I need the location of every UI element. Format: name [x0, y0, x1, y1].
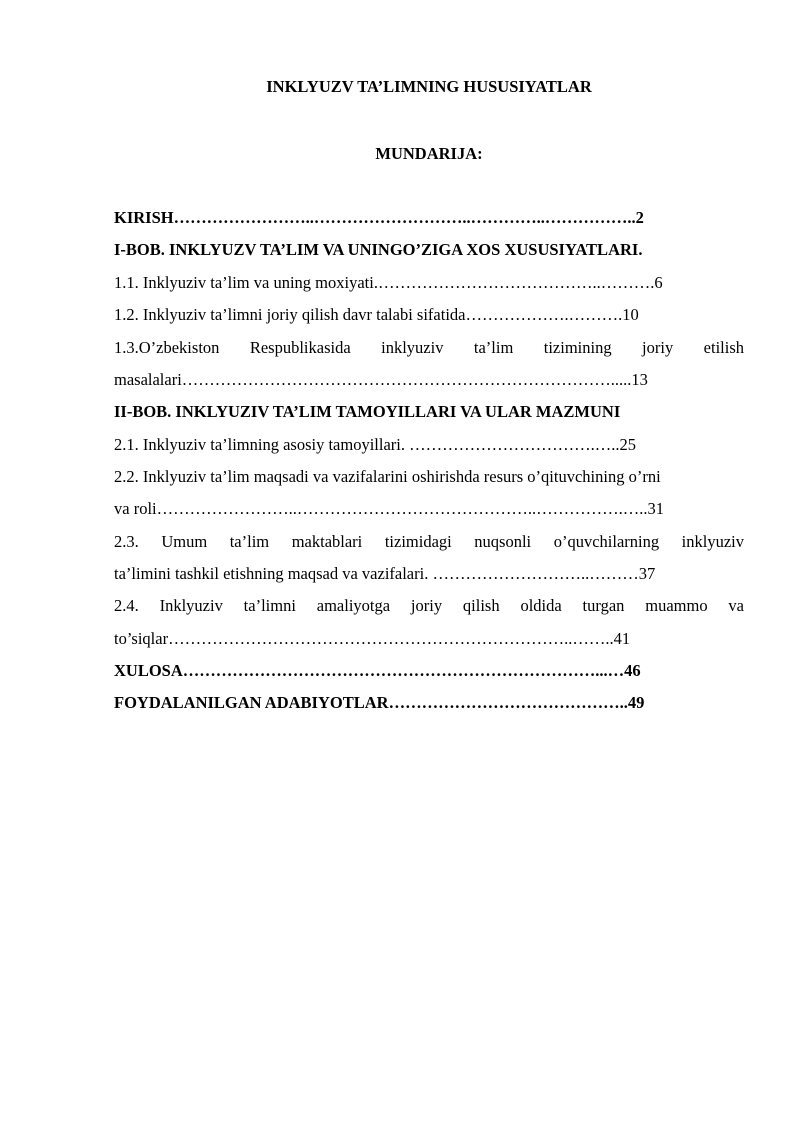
toc-entry-1-3-cont: masalalari…………………………………………………………………….....13: [114, 370, 648, 389]
toc-entry-1-2: 1.2. Inklyuziv ta’limni joriy qilish davr talabi sifatida……………….……….10: [114, 305, 639, 324]
toc-entry-1-3: 1.3.O’zbekiston Respublikasida inklyuziv ta’lim tizimining joriy etilish: [114, 338, 744, 357]
toc-chapter-1: I-BOB. INKLYUZV TA’LIM VA UNINGO’ZIGA XOS XUSUSIYATLARI.: [114, 240, 643, 259]
toc-entry-2-4-cont: to’siqlar………………………………………………………………..……..41: [114, 629, 631, 648]
toc-entry-2-3: 2.3. Umum ta’lim maktablari tizimidagi nuqsonli o’quvchilarning inklyuziv: [114, 532, 744, 551]
toc-entry-2-1: 2.1. Inklyuziv ta’limning asosiy tamoyillari. …………………………….…..25: [114, 435, 636, 454]
toc-entry-kirish: KIRISH……………………..………………………..…………..……………..2: [114, 208, 644, 227]
toc-entry-2-4: 2.4. Inklyuziv ta’limni amaliyotga joriy qilish oldida turgan muammo va: [114, 596, 744, 615]
toc-entry-2-3-cont: ta’limini tashkil etishning maqsad va vazifalari. ………………………..………37: [114, 564, 656, 583]
document-title: INKLYUZV TA’LIMNING HUSUSIYATLAR: [266, 77, 592, 96]
toc-entry-adabiyotlar: FOYDALANILGAN ADABIYOTLAR……………………………………..49: [114, 693, 645, 712]
toc-entry-xulosa: XULOSA…………………………………………………………………...…46: [114, 661, 641, 680]
toc-chapter-2: II-BOB. INKLYUZIV TA’LIM TAMOYILLARI VA ULAR MAZMUNI: [114, 402, 621, 421]
toc-heading: MUNDARIJA:: [375, 144, 483, 163]
toc-entry-1-1: 1.1. Inklyuziv ta’lim va uning moxiyati.…………………………………..……….6: [114, 273, 663, 292]
toc-entry-2-2: 2.2. Inklyuziv ta’lim maqsadi va vazifalarini oshirishda resurs o’qituvchining o’rni: [114, 467, 661, 486]
toc-entry-2-2-cont: va roli……………………..……………………………………..…………….…..31: [114, 499, 664, 518]
